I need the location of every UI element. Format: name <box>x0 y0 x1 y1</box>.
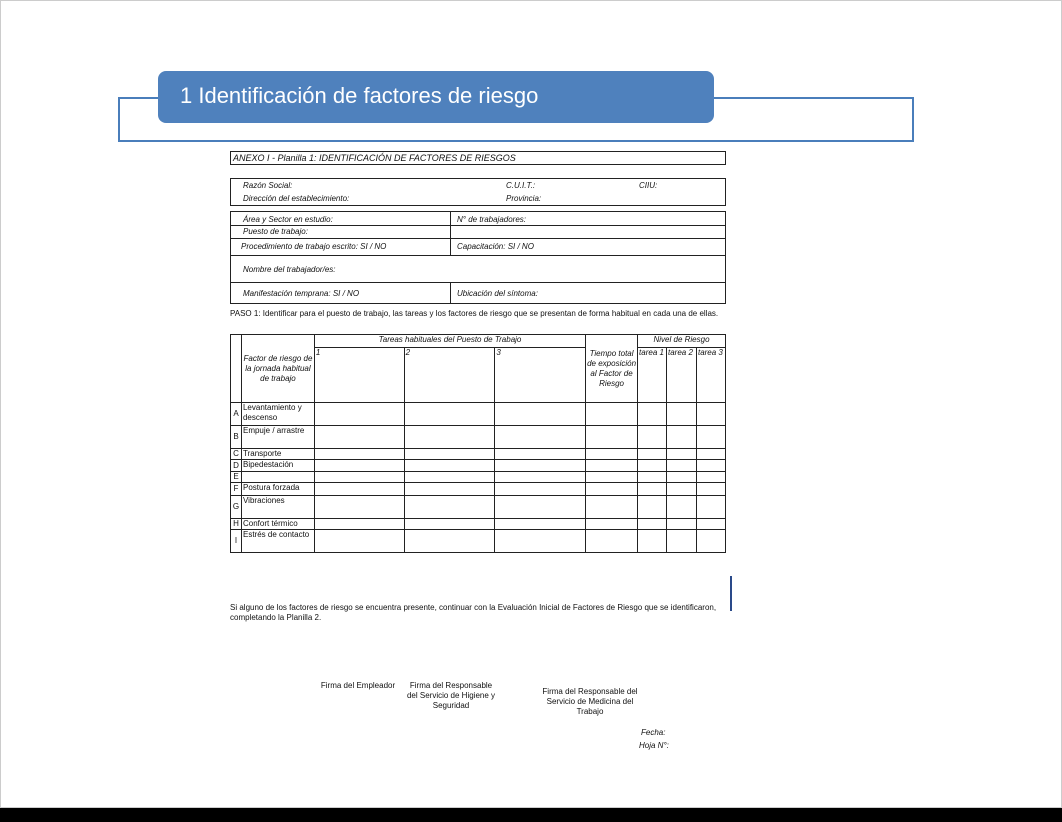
empty-cell[interactable] <box>667 460 697 472</box>
empty-cell[interactable] <box>314 530 404 553</box>
procedimiento-label: Procedimiento de trabajo escrito: SI / NO <box>241 242 387 251</box>
empty-cell[interactable] <box>638 519 667 530</box>
tiempo-header: Tiempo total de exposición al Factor de Riesgo <box>586 335 638 403</box>
table-row <box>231 519 726 530</box>
table-row <box>231 496 726 519</box>
annex-title: ANEXO I - Planilla 1: IDENTIFICACIÓN DE FACTORES DE RIESGOS <box>233 153 516 163</box>
empty-cell[interactable] <box>495 426 586 449</box>
empty-cell[interactable] <box>638 530 667 553</box>
empty-cell[interactable] <box>314 449 404 460</box>
empty-cell[interactable] <box>404 472 495 483</box>
empty-cell[interactable] <box>586 496 638 519</box>
empty-cell[interactable] <box>667 483 697 496</box>
row-letter: E <box>231 472 242 483</box>
factor-header: Factor de riesgo de la jornada habitual de trabajo <box>241 335 314 403</box>
empty-cell[interactable] <box>495 449 586 460</box>
manifestacion-label: Manifestación temprana: SI / NO <box>243 289 360 298</box>
empty-cell[interactable] <box>586 472 638 483</box>
empty-cell[interactable] <box>495 472 586 483</box>
empty-cell[interactable] <box>638 426 667 449</box>
empty-cell[interactable] <box>696 460 725 472</box>
fecha-label: Fecha: <box>641 728 666 737</box>
nivel-header: Nivel de Riesgo <box>638 335 726 348</box>
empty-cell[interactable] <box>314 403 404 426</box>
empty-cell[interactable] <box>314 519 404 530</box>
signature-employer: Firma del Empleador <box>320 681 396 690</box>
table-row <box>231 426 726 449</box>
row-letter: B <box>231 426 242 449</box>
empty-cell[interactable] <box>495 519 586 530</box>
task-col: 3 <box>495 348 586 403</box>
empty-cell[interactable] <box>586 449 638 460</box>
empty-cell[interactable] <box>404 530 495 553</box>
empty-cell[interactable] <box>404 483 495 496</box>
empty-cell[interactable] <box>314 496 404 519</box>
risk-factor-table <box>230 334 726 553</box>
row-letter: D <box>231 460 242 472</box>
nombre-label: Nombre del trabajador/es: <box>243 265 336 274</box>
bottom-bar <box>0 808 1062 822</box>
annex-title-box <box>230 151 726 165</box>
empty-cell[interactable] <box>667 519 697 530</box>
row-factor: Bipedestación <box>241 460 314 472</box>
row-factor: Transporte <box>241 449 314 460</box>
empty-cell[interactable] <box>638 449 667 460</box>
empty-cell[interactable] <box>314 483 404 496</box>
razon-social-label: Razón Social: <box>243 181 293 190</box>
row-factor: Estrés de contacto <box>241 530 314 553</box>
edge-mark <box>730 576 732 611</box>
empty-cell[interactable] <box>404 460 495 472</box>
empty-cell[interactable] <box>696 530 725 553</box>
row-factor: Empuje / arrastre <box>241 426 314 449</box>
empty-cell[interactable] <box>314 426 404 449</box>
row-letter: I <box>231 530 242 553</box>
empty-cell[interactable] <box>696 472 725 483</box>
empty-cell[interactable] <box>495 483 586 496</box>
row-letter: A <box>231 403 242 426</box>
empty-cell[interactable] <box>667 426 697 449</box>
capacitacion-label: Capacitación: SI / NO <box>457 242 534 251</box>
row-letter: H <box>231 519 242 530</box>
row-factor: Confort térmico <box>241 519 314 530</box>
empty-cell[interactable] <box>495 460 586 472</box>
table-row <box>231 449 726 460</box>
row-letter: F <box>231 483 242 496</box>
table-row <box>231 472 726 483</box>
paso1-text: PASO 1: Identificar para el puesto de trabajo, las tareas y los factores de riesgo que se presentan de forma habitual en cada una de ellas. <box>230 309 719 318</box>
row-letter: C <box>231 449 242 460</box>
company-info-box <box>230 178 726 206</box>
row-letter: G <box>231 496 242 519</box>
nivel-col: tarea 2 <box>667 348 697 403</box>
empty-cell[interactable] <box>696 519 725 530</box>
area-label: Área y Sector en estudio: <box>243 215 333 224</box>
table-row <box>231 460 726 472</box>
workplace-info-box <box>230 211 726 304</box>
empty-cell[interactable] <box>638 403 667 426</box>
empty-cell[interactable] <box>404 519 495 530</box>
empty-cell[interactable] <box>404 449 495 460</box>
task-col: 1 <box>314 348 404 403</box>
empty-cell[interactable] <box>667 472 697 483</box>
provincia-label: Provincia: <box>506 194 542 203</box>
empty-cell[interactable] <box>586 426 638 449</box>
table-row <box>231 483 726 496</box>
empty-cell[interactable] <box>667 530 697 553</box>
empty-cell[interactable] <box>696 403 725 426</box>
empty-cell[interactable] <box>667 403 697 426</box>
empty-cell[interactable] <box>696 426 725 449</box>
empty-cell[interactable] <box>495 496 586 519</box>
empty-cell[interactable] <box>586 483 638 496</box>
signature-medicine: Firma del Responsable del Servicio de Medicina del Trabajo <box>542 687 638 716</box>
empty-cell[interactable] <box>638 460 667 472</box>
empty-cell[interactable] <box>638 483 667 496</box>
row-factor: Vibraciones <box>241 496 314 519</box>
empty-cell[interactable] <box>404 496 495 519</box>
empty-cell[interactable] <box>314 472 404 483</box>
empty-cell[interactable] <box>696 483 725 496</box>
empty-cell[interactable] <box>696 449 725 460</box>
empty-cell[interactable] <box>314 460 404 472</box>
direccion-label: Dirección del establecimiento: <box>243 194 350 203</box>
empty-cell[interactable] <box>586 519 638 530</box>
empty-cell[interactable] <box>586 530 638 553</box>
empty-cell[interactable] <box>404 426 495 449</box>
nivel-col: tarea 3 <box>696 348 725 403</box>
row-factor: Postura forzada <box>241 483 314 496</box>
ubicacion-label: Ubicación del síntoma: <box>457 289 538 298</box>
empty-cell[interactable] <box>667 496 697 519</box>
empty-cell[interactable] <box>495 530 586 553</box>
hoja-label: Hoja N°: <box>639 741 669 750</box>
empty-cell[interactable] <box>638 496 667 519</box>
task-col: 2 <box>404 348 495 403</box>
empty-cell[interactable] <box>638 472 667 483</box>
row-factor: Levantamiento y descenso <box>241 403 314 426</box>
footer-note: Si alguno de los factores de riesgo se encuentra presente, continuar con la Evaluación Inicial de Factores de Riesgo que se identificaron, completando la Planilla 2. <box>230 603 717 622</box>
puesto-label: Puesto de trabajo: <box>243 227 308 236</box>
slide-title: 1 Identificación de factores de riesgo <box>158 71 714 123</box>
row-factor <box>241 472 314 483</box>
empty-cell[interactable] <box>495 403 586 426</box>
table-row <box>231 403 726 426</box>
nivel-col: tarea 1 <box>638 348 667 403</box>
empty-cell[interactable] <box>586 460 638 472</box>
empty-cell[interactable] <box>404 403 495 426</box>
signature-hygiene: Firma del Responsable del Servicio de Higiene y Seguridad <box>406 681 496 710</box>
empty-cell[interactable] <box>586 403 638 426</box>
tareas-header: Tareas habituales del Puesto de Trabajo <box>314 335 585 348</box>
ciiu-label: CIIU: <box>639 181 658 190</box>
table-row <box>231 530 726 553</box>
empty-cell[interactable] <box>696 496 725 519</box>
n-trabajadores-label: N° de trabajadores: <box>457 215 527 224</box>
empty-cell[interactable] <box>667 449 697 460</box>
cuit-label: C.U.I.T.: <box>506 181 536 190</box>
